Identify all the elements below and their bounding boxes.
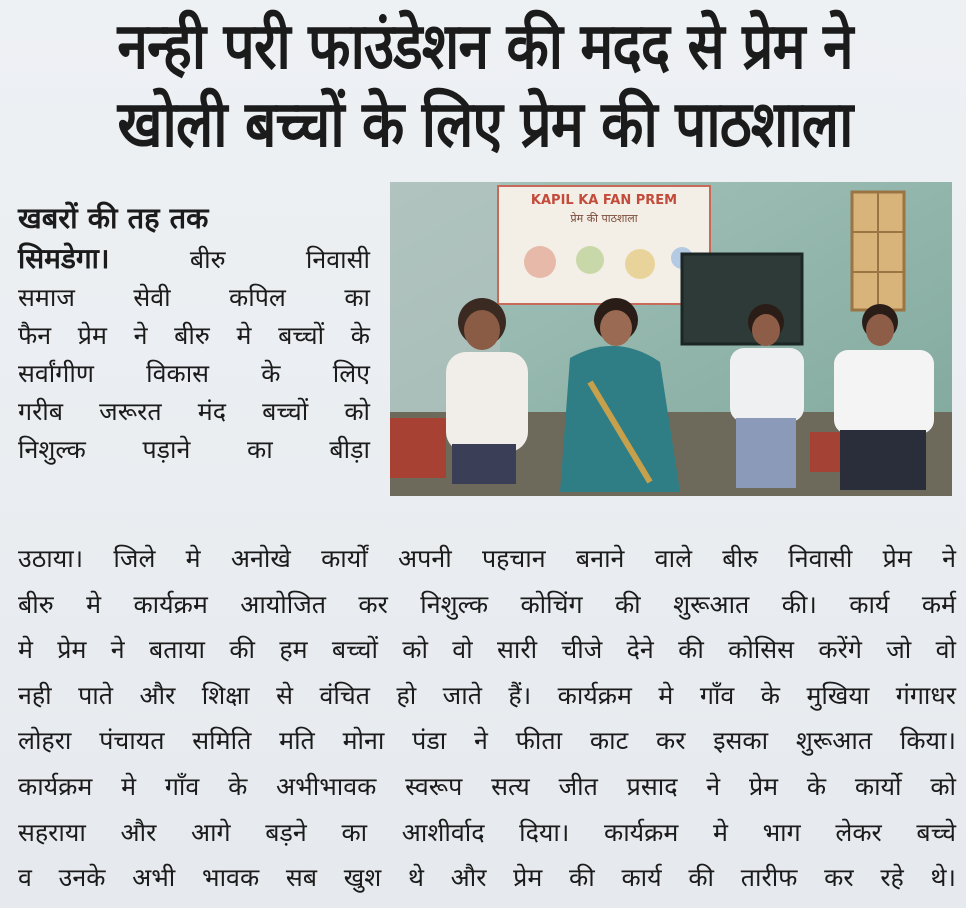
red-chair <box>390 418 446 478</box>
blackboard <box>682 254 802 344</box>
intro-column <box>18 196 370 469</box>
headline-line-1: नन्ही परी फाउंडेशन की मदद से प्रेम ने <box>117 10 853 84</box>
body-line: उठाया। जिले मे अनोखे कार्यों अपनी पहचान बनाने वाले बीरु निवासी प्रेम ने <box>18 544 956 573</box>
body-line: सहराया और आगे बड़ने का आशीर्वाद दिया। कार्यक्रम मे भाग लेकर बच्चे <box>18 817 956 847</box>
intro-line: सिमडेगा। बीरु निवासी <box>18 242 370 275</box>
dateline-location: सिमडेगा। <box>18 242 110 275</box>
classroom-photo <box>390 182 952 496</box>
body-line: लोहरा पंचायत समिति मति मोना पंडा ने फीता काट कर इसका शुरूआत किया। <box>18 726 956 756</box>
intro-line: सर्वांगीण विकास के लिए <box>18 359 370 388</box>
body-line: व उनके अभी भावक सब खुश थे और प्रेम की कार्य की तारीफ कर रहे थे। <box>18 863 956 893</box>
news-photo <box>390 182 952 496</box>
banner-subtitle: प्रेम की पाठशाला <box>570 212 638 225</box>
body-line: कार्यक्रम मे गाँव के अभीभावक स्वरूप सत्य जीत प्रसाद ने प्रेम के कार्यो को <box>18 771 956 801</box>
intro-line: फैन प्रेम ने बीरु मे बच्चों के <box>18 321 370 350</box>
intro-paragraph <box>18 240 370 469</box>
wall-banner <box>498 186 710 304</box>
body-line: नही पाते और शिक्षा से वंचित हो जाते हैं। कार्यक्रम मे गाँव के मुखिया गंगाधर <box>18 680 956 710</box>
body-line: मे प्रेम ने बताया की हम बच्चों को वो सारी चीजे देने की कोसिस करेंगे जो वो <box>18 635 956 665</box>
article-body <box>18 536 956 901</box>
byline: खबरों की तह तक <box>18 201 209 235</box>
intro-line: समाज सेवी कपिल का <box>18 283 370 312</box>
intro-line: गरीब जरूरत मंद बच्चों को <box>18 397 370 426</box>
headline-line-2: खोली बच्चों के लिए प्रेम की पाठशाला <box>117 88 853 162</box>
intro-line: निशुल्क पड़ाने का बीड़ा <box>18 435 370 464</box>
body-line: बीरु मे कार्यक्रम आयोजित कर निशुल्क कोचिंग की शुरूआत की। कार्य कर्म <box>18 589 956 619</box>
headline <box>20 8 950 164</box>
banner-title: KAPIL KA FAN PREM <box>530 193 678 208</box>
